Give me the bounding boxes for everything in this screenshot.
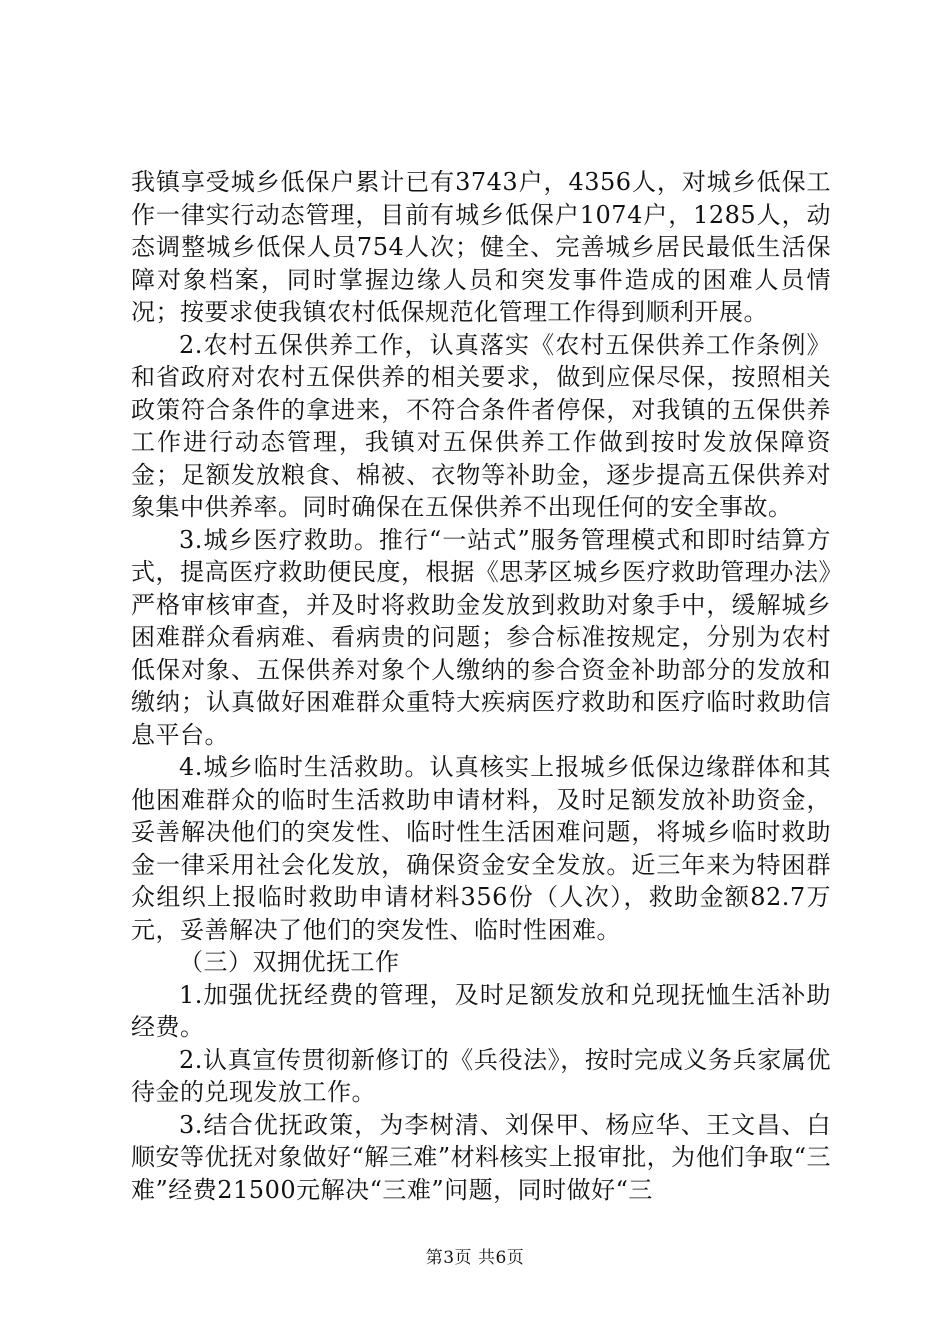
document-body [131,166,831,1206]
paragraph-temporary-aid: 4.城乡临时生活救助。认真核实上报城乡低保边缘群体和其他困难群众的临时生活救助申请材料，及时足额发放补助资金，妥善解决他们的突发性、临时性生活困难问题，将城乡临时救助金一律采用社会化发放，确保资金安全发放。近三年来为特困群众组织上报临时救助申请材料356份（人次），救助金额82.7万元，妥善解决了他们的突发性、临时性困难。 [131,753,831,944]
paragraph-support-item-2: 2.认真宣传贯彻新修订的《兵役法》，按时完成义务兵家属优待金的兑现发放工作。 [131,1045,831,1106]
section-heading-support: （三）双拥优抚工作 [179,948,400,976]
paragraph-low-income-summary: 我镇享受城乡低保户累计已有3743户，4356人，对城乡低保工作一律实行动态管理，目前有城乡低保户1074户，1285人，动态调整城乡低保人员754人次；健全、完善城乡居民最低生活保障对象档案，同时掌握边缘人员和突发事件造成的困难人员情况；按要求使我镇农村低保规范化管理工作得到顺利开展。 [131,168,831,326]
paragraph-support-item-3: 3.结合优抚政策，为李树清、刘保甲、杨应华、王文昌、白顺安等优抚对象做好“解三难”材料核实上报审批，为他们争取“三难”经费21500元解决“三难”问题，同时做好“三 [131,1110,831,1204]
paragraph-five-guarantees: 2.农村五保供养工作，认真落实《农村五保供养工作条例》和省政府对农村五保供养的相关要求，做到应保尽保，按照相关政策符合条件的拿进来，不符合条件者停保，对我镇的五保供养工作进行动态管理，我镇对五保供养工作做到按时发放保障资金；足额发放粮食、棉被、衣物等补助金，逐步提高五保供养对象集中供养率。同时确保在五保供养不出现任何的安全事故。 [131,330,831,521]
page-footer: 第3页 共6页 [425,1248,525,1268]
paragraph-support-item-1: 1.加强优抚经费的管理，及时足额发放和兑现抚恤生活补助经费。 [131,980,831,1041]
paragraph-medical-aid: 3.城乡医疗救助。推行“一站式”服务管理模式和即时结算方式，提高医疗救助便民度，根据《思茅区城乡医疗救助管理办法》严格审核审查，并及时将救助金发放到救助对象手中，缓解城乡困难群众看病难、看病贵的问题；参合标准按规定，分别为农村低保对象、五保供养对象个人缴纳的参合资金补助部分的发放和缴纳；认真做好困难群众重特大疾病医疗救助和医疗临时救助信息平台。 [131,525,831,749]
